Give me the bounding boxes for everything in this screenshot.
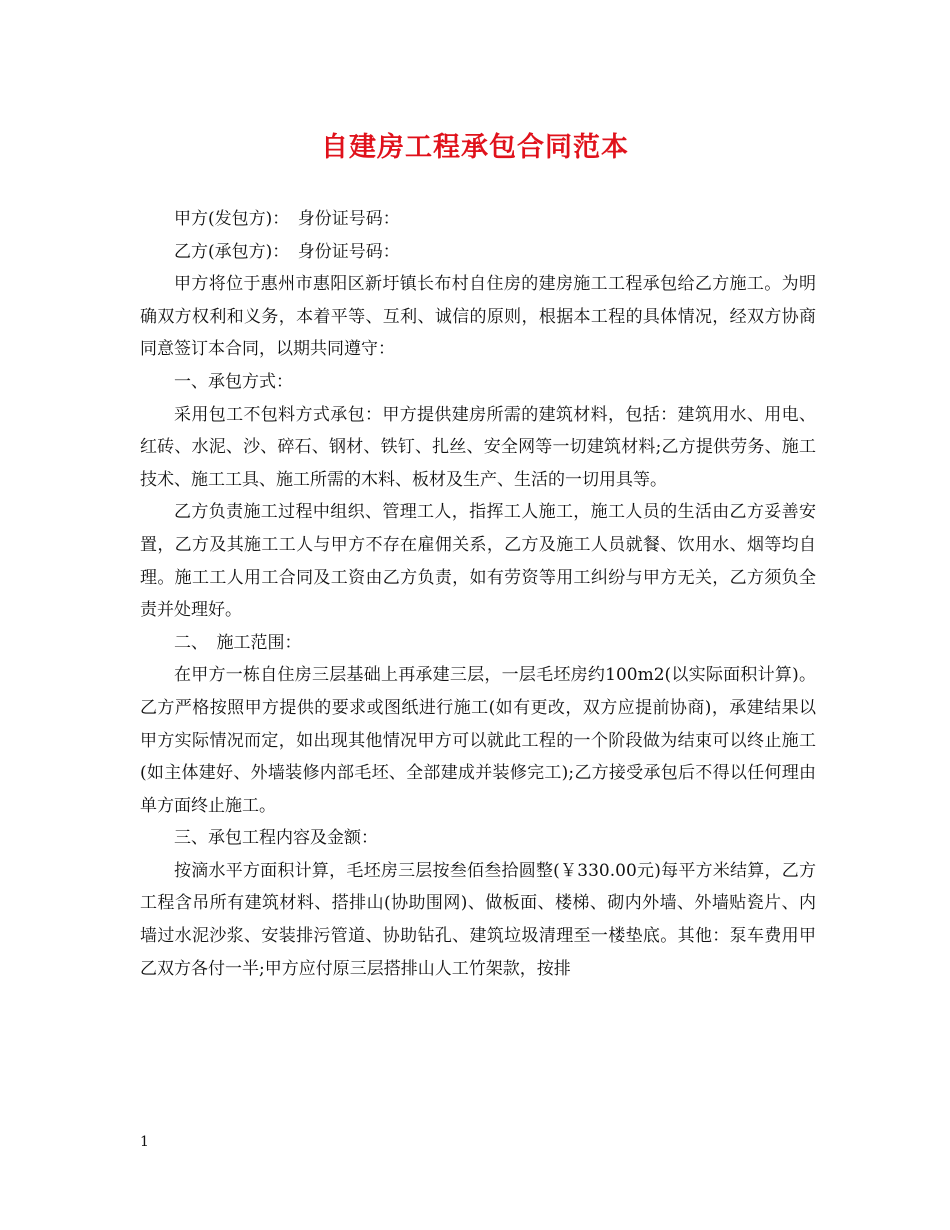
party-b-line: 乙方(承包方)： 身份证号码：: [174, 241, 400, 262]
document-title: 自建房工程承包合同范本: [321, 132, 629, 163]
section-heading-2: 二、 施工范围：: [174, 632, 302, 653]
contract-method-paragraph: 采用包工不包料方式承包：甲方提供建房所需的建筑材料，包括：建筑用水、用电、红砖、水泥、沙、碎石、钢材、铁钉、扎丝、安全网等一切建筑材料;乙方提供劳务、施工技术、施工工具、施工所需的木料、板材及生产、生活的一切用具等。: [140, 404, 816, 490]
intro-paragraph: 甲方将位于惠州市惠阳区新圩镇长布村自住房的建房施工工程承包给乙方施工。为明确双方权利和义务，本着平等、互利、诚信的原则，根据本工程的具体情况，经双方协商同意签订本合同，以期共同遵守：: [140, 274, 816, 360]
section-heading-3: 三、承包工程内容及金额：: [174, 828, 378, 849]
section-heading-1: 一、承包方式：: [174, 371, 293, 392]
page-number: 1: [140, 1134, 149, 1150]
labor-management-paragraph: 乙方负责施工过程中组织、管理工人，指挥工人施工，施工人员的生活由乙方妥善安置，乙方及其施工工人与甲方不存在雇佣关系，乙方及施工人员就餐、饮用水、烟等均自理。施工工人用工合同及工资由乙方负责，如有劳资等用工纠纷与甲方无关，乙方须负全责并处理好。: [140, 502, 816, 621]
party-a-line: 甲方(发包方)： 身份证号码：: [174, 209, 400, 229]
document-body: [140, 203, 816, 985]
contract-amount-paragraph: 按滴水平方面积计算，毛坯房三层按叁佰叁拾圆整(￥330.00元)每平方米结算，乙方工程含吊所有建筑材料、搭排山(协助围网)、做板面、楼梯、砌内外墙、外墙贴瓷片、内墙过水泥沙浆、安装排污管道、协助钻孔、建筑垃圾清理至一楼垫底。其他：泵车费用甲乙双方各付一半;甲方应付原三层搭排山人工竹架款，按排: [140, 860, 816, 979]
construction-scope-paragraph: 在甲方一栋自住房三层基础上再承建三层，一层毛坯房约100m2(以实际面积计算)。乙方严格按照甲方提供的要求或图纸进行施工(如有更改，双方应提前协商)，承建结果以甲方实际情况而定，如出现其他情况甲方可以就此工程的一个阶段做为结束可以终止施工(如主体建好、外墙装修内部毛坯、全部建成并装修完工);乙方接受承包后不得以任何理由单方面终止施工。: [140, 665, 816, 816]
